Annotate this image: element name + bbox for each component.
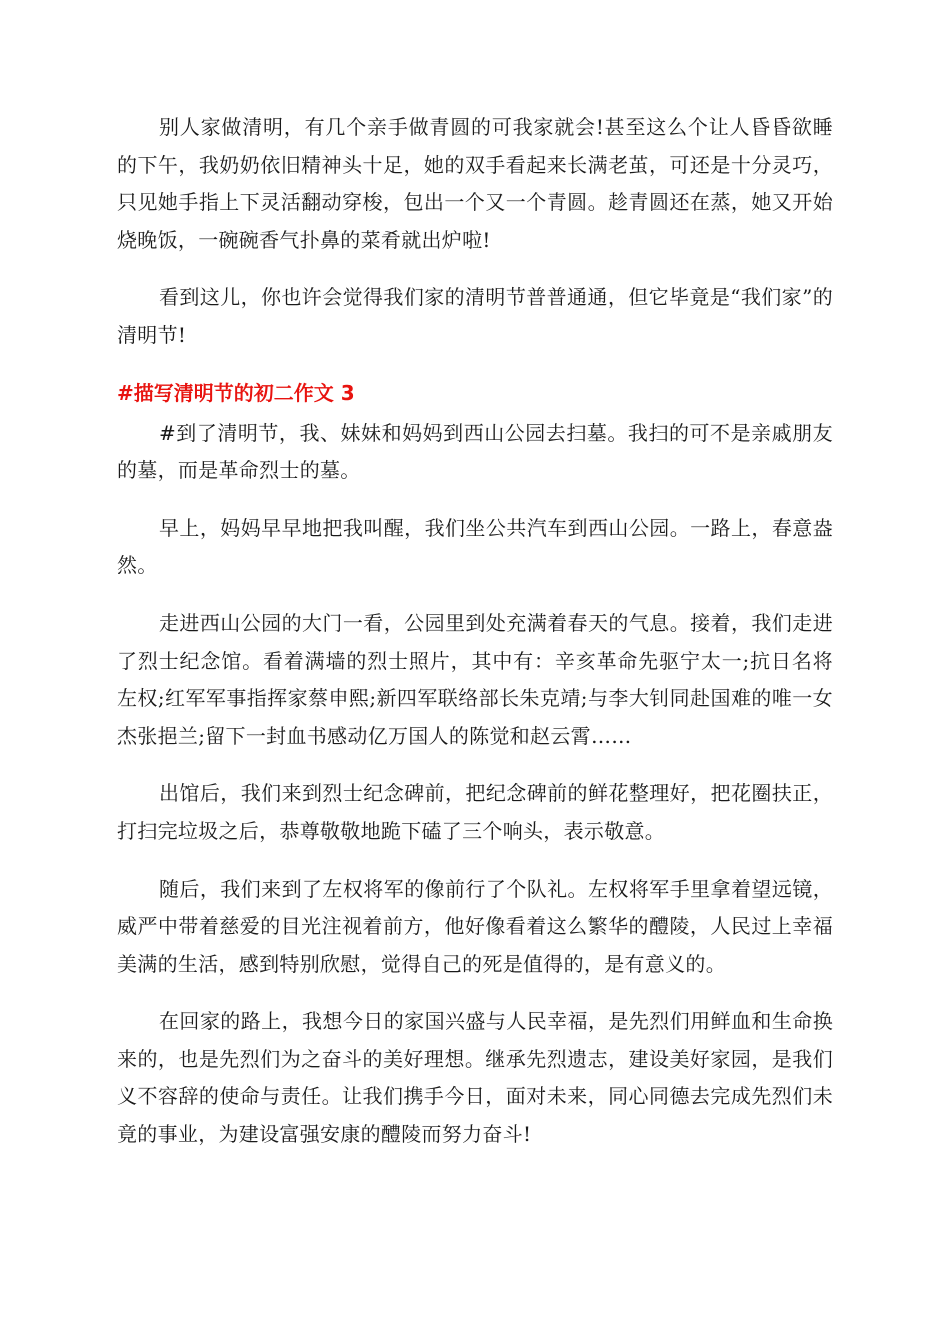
paragraph-memorial-hall: 走进西山公园的大门一看，公园里到处充满着春天的气息。接着，我们走进了烈士纪念馆。看着满墙的烈士照片，其中有：辛亥革命先驱宁太一;抗日名将左权;红军军事指挥家蔡申熙;新四军联络部长朱克靖;与李大钊同赴国难的唯一女杰张挹兰;留下一封血书感动亿万国人的陈觉和赵云霄…… [117, 610, 833, 748]
paragraph-morning: 早上，妈妈早早地把我叫醒，我们坐公共汽车到西山公园。一路上，春意盎然。 [117, 515, 833, 578]
paragraph-way-home: 在回家的路上，我想今日的家国兴盛与人民幸福，是先烈们用鲜血和生命换来的，也是先烈们为之奋斗的美好理想。继承先烈遗志，建设美好家园，是我们义不容辞的使命与责任。让我们携手今日，面对未来，同心同德去完成先烈们未竟的事业，为建设富强安康的醴陵而努力奋斗! [117, 1009, 833, 1147]
paragraph-grandma-qingyuan: 别人家做清明，有几个亲手做青圆的可我家就会!甚至这么个让人昏昏欲睡的下午，我奶奶依旧精神头十足，她的双手看起来长满老茧，可还是十分灵巧，只见她手指上下灵活翻动穿梭，包出一个又一个青圆。趁青圆还在蒸，她又开始烧晚饭，一碗碗香气扑鼻的菜肴就出炉啦! [117, 115, 833, 252]
paragraph-zuoquan-statue: 随后，我们来到了左权将军的像前行了个队礼。左权将军手里拿着望远镜，威严中带着慈爱的目光注视着前方，他好像看着这么繁华的醴陵，人民过上幸福美满的生活，感到特别欣慰，觉得自己的死是值得的，是有意义的。 [117, 876, 833, 976]
paragraph-sweeping-tombs: #到了清明节，我、妹妹和妈妈到西山公园去扫墓。我扫的可不是亲戚朋友的墓，而是革命烈士的墓。 [117, 420, 833, 483]
paragraph-monument: 出馆后，我们来到烈士纪念碑前，把纪念碑前的鲜花整理好，把花圈扶正，打扫完垃圾之后，恭尊敬敬地跪下磕了三个响头，表示敬意。 [117, 781, 833, 843]
section-heading: #描写清明节的初二作文 3 [117, 380, 355, 405]
paragraph-our-qingming: 看到这儿，你也许会觉得我们家的清明节普普通通，但它毕竟是“我们家”的清明节! [117, 285, 833, 347]
document-body [117, 109, 833, 1174]
